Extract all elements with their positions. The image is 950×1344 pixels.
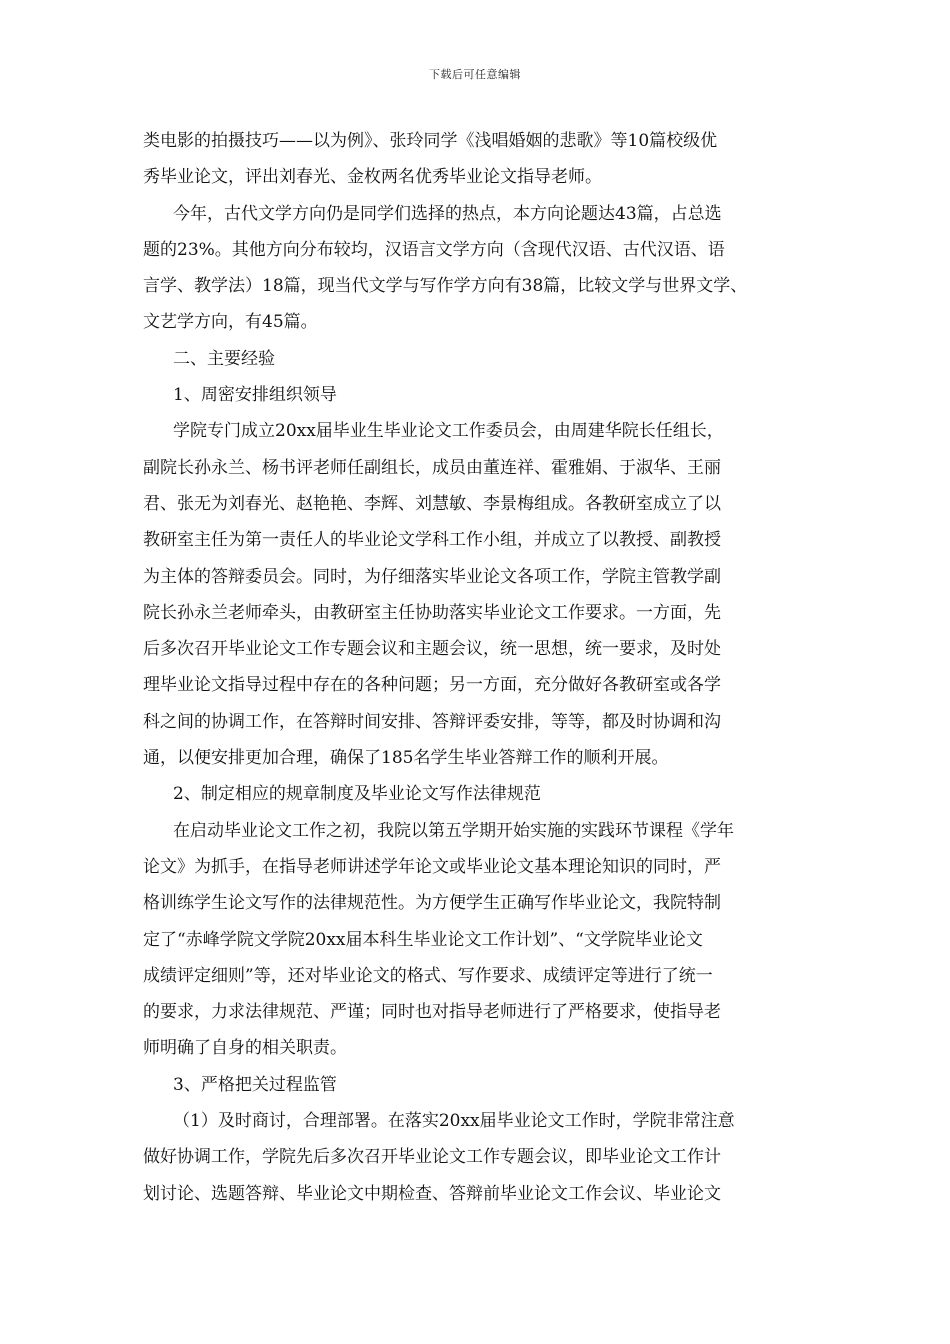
text-line: 成绩评定细则”等，还对毕业论文的格式、写作要求、成绩评定等进行了统一: [143, 965, 713, 986]
text-line: （1）及时商讨，合理部署。在落实20xx届毕业论文工作时，学院非常注意: [173, 1111, 735, 1132]
text-line: 为主体的答辩委员会。同时，为仔细落实毕业论文各项工作，学院主管教学副: [143, 566, 721, 587]
text-line: 的要求，力求法律规范、严谨；同时也对指导老师进行了严格要求，使指导老: [143, 1002, 721, 1023]
text-line: 副院长孙永兰、杨书评老师任副组长，成员由董连祥、霍雅娟、于淑华、王丽: [143, 457, 721, 478]
text-line: 定了“赤峰学院文学院20xx届本科生毕业论文工作计划”、“文学院毕业论文: [143, 929, 703, 950]
text-line: 划讨论、选题答辩、毕业论文中期检查、答辩前毕业论文工作会议、毕业论文: [143, 1183, 721, 1204]
text-line: 题的23%。其他方向分布较均，汉语言文学方向（含现代汉语、古代汉语、语: [143, 239, 725, 260]
text-line: 做好协调工作，学院先后多次召开毕业论文工作专题会议，即毕业论文工作计: [143, 1147, 721, 1168]
text-line: 理毕业论文指导过程中存在的各种问题；另一方面，充分做好各教研室或各学: [143, 675, 721, 696]
text-line: 论文》为抓手，在指导老师讲述学年论文或毕业论文基本理论知识的同时，严: [143, 856, 721, 877]
text-line: 秀毕业论文，评出刘春光、金枚两名优秀毕业论文指导老师。: [143, 167, 602, 188]
text-line: 通，以便安排更加合理，确保了185名学生毕业答辩工作的顺利开展。: [143, 748, 669, 769]
text-line: 今年，古代文学方向仍是同学们选择的热点，本方向论题达43篇，占总选: [173, 203, 722, 224]
text-line: 文艺学方向，有45篇。: [143, 312, 318, 333]
text-line: 师明确了自身的相关职责。: [143, 1038, 347, 1059]
text-line: 科之间的协调工作，在答辩时间安排、答辩评委安排，等等，都及时协调和沟: [143, 711, 721, 732]
text-line: 在启动毕业论文工作之初，我院以第五学期开始实施的实践环节课程《学年: [173, 820, 734, 841]
subsection-heading: 3、严格把关过程监管: [173, 1074, 337, 1095]
body-text: [143, 123, 820, 1212]
text-line: 言学、教学法）18篇，现当代文学与写作学方向有38篇，比较文学与世界文学、: [143, 276, 748, 297]
page-header: 下载后可任意编辑: [429, 68, 521, 81]
text-line: 教研室主任为第一责任人的毕业论文学科工作小组，并成立了以教授、副教授: [143, 530, 721, 551]
text-line: 学院专门成立20xx届毕业生毕业论文工作委员会，由周建华院长任组长，: [173, 421, 724, 442]
text-line: 后多次召开毕业论文工作专题会议和主题会议，统一思想，统一要求，及时处: [143, 639, 721, 660]
text-line: 格训练学生论文写作的法律规范性。为方便学生正确写作毕业论文，我院特制: [143, 893, 721, 914]
subsection-heading: 1、周密安排组织领导: [173, 385, 337, 406]
text-line: 类电影的拍摄技巧——以为例》、张玲同学《浅唱婚姻的悲歌》等10篇校级优: [143, 131, 718, 151]
text-line: 君、张无为刘春光、赵艳艳、李辉、刘慧敏、李景梅组成。各教研室成立了以: [143, 493, 721, 514]
text-line: 院长孙永兰老师牵头，由教研室主任协助落实毕业论文工作要求。一方面，先: [143, 602, 721, 623]
section-heading: 二、主要经验: [173, 348, 275, 369]
subsection-heading: 2、制定相应的规章制度及毕业论文写作法律规范: [173, 784, 541, 805]
